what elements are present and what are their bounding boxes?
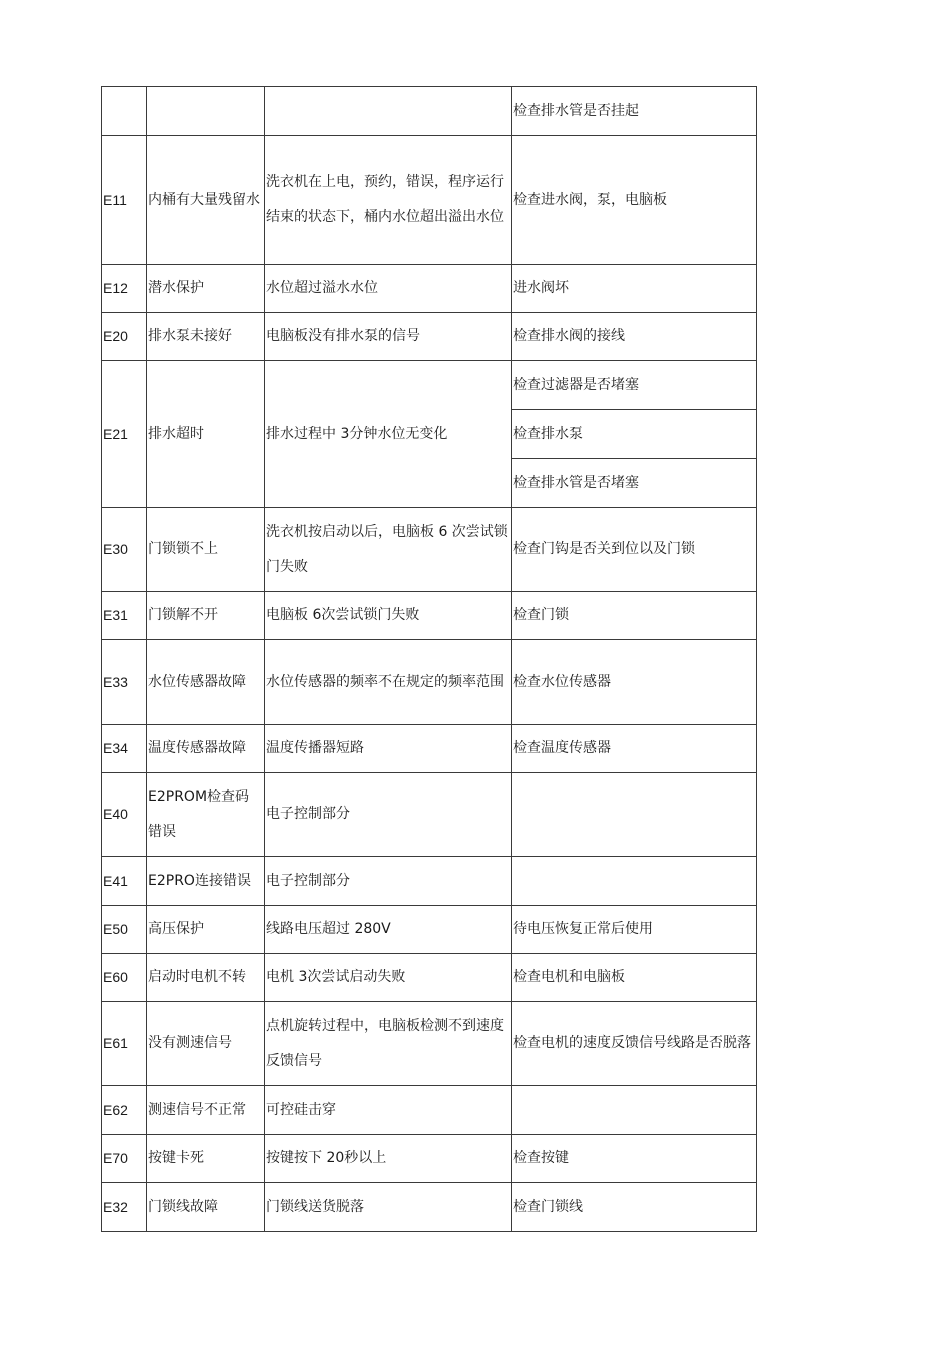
fault-action: 检查门钩是否关到位以及门锁 (512, 508, 757, 592)
fault-action: 检查排水泵 (512, 410, 757, 459)
table-row (102, 906, 757, 954)
fault-action (512, 773, 757, 857)
fault-description: 电子控制部分 (265, 857, 512, 906)
fault-action: 检查过滤器是否堵塞 (512, 361, 757, 410)
table-row (102, 1183, 757, 1232)
fault-code: E21 (102, 361, 147, 508)
fault-description: 水位传感器的频率不在规定的频率范围 (265, 640, 512, 725)
fault-symptom: 温度传感器故障 (147, 725, 265, 773)
fault-code: E32 (102, 1183, 147, 1232)
fault-description (265, 87, 512, 136)
fault-action: 检查温度传感器 (512, 725, 757, 773)
table-row (102, 640, 757, 725)
fault-symptom: 排水超时 (147, 361, 265, 508)
fault-code: E20 (102, 313, 147, 361)
fault-code: E33 (102, 640, 147, 725)
fault-action: 检查进水阀，泵，电脑板 (512, 136, 757, 265)
fault-description: 洗衣机按启动以后，电脑板 6 次尝试锁门失败 (265, 508, 512, 592)
table-row (102, 87, 757, 136)
fault-description: 可控硅击穿 (265, 1086, 512, 1135)
fault-action: 检查排水管是否挂起 (512, 87, 757, 136)
fault-description: 按键按下 20秒以上 (265, 1135, 512, 1183)
fault-table-body (102, 87, 757, 1232)
fault-action: 检查水位传感器 (512, 640, 757, 725)
fault-code: E40 (102, 773, 147, 857)
fault-action (512, 857, 757, 906)
fault-code: E12 (102, 265, 147, 313)
fault-description: 洗衣机在上电，预约，错误，程序运行结束的状态下，桶内水位超出溢出水位 (265, 136, 512, 265)
fault-symptom: E2PRO连接错误 (147, 857, 265, 906)
fault-description: 温度传播器短路 (265, 725, 512, 773)
fault-action: 检查排水管是否堵塞 (512, 459, 757, 508)
fault-code: E31 (102, 592, 147, 640)
fault-code (102, 87, 147, 136)
fault-description: 电脑板 6次尝试锁门失败 (265, 592, 512, 640)
fault-description: 水位超过溢水水位 (265, 265, 512, 313)
table-row (102, 1135, 757, 1183)
fault-code: E50 (102, 906, 147, 954)
fault-code: E62 (102, 1086, 147, 1135)
fault-code-table (101, 86, 757, 1232)
fault-description: 电脑板没有排水泵的信号 (265, 313, 512, 361)
fault-code: E30 (102, 508, 147, 592)
table-row (102, 313, 757, 361)
fault-action: 进水阀坏 (512, 265, 757, 313)
fault-description: 电机 3次尝试启动失败 (265, 954, 512, 1002)
fault-code: E70 (102, 1135, 147, 1183)
fault-symptom: 测速信号不正常 (147, 1086, 265, 1135)
fault-description: 点机旋转过程中，电脑板检测不到速度反馈信号 (265, 1002, 512, 1086)
fault-action: 检查排水阀的接线 (512, 313, 757, 361)
table-row (102, 592, 757, 640)
fault-code: E61 (102, 1002, 147, 1086)
fault-action (512, 1086, 757, 1135)
fault-action: 检查门锁 (512, 592, 757, 640)
fault-action: 检查电机和电脑板 (512, 954, 757, 1002)
fault-action: 检查电机的速度反馈信号线路是否脱落 (512, 1002, 757, 1086)
table-row (102, 136, 757, 265)
fault-description: 门锁线送货脱落 (265, 1183, 512, 1232)
fault-symptom: 内桶有大量残留水 (147, 136, 265, 265)
table-row (102, 265, 757, 313)
fault-symptom: 排水泵未接好 (147, 313, 265, 361)
fault-symptom: 按键卡死 (147, 1135, 265, 1183)
fault-symptom: 门锁锁不上 (147, 508, 265, 592)
table-row (102, 1086, 757, 1135)
fault-symptom (147, 87, 265, 136)
fault-symptom: 门锁解不开 (147, 592, 265, 640)
fault-symptom: 没有测速信号 (147, 1002, 265, 1086)
table-row (102, 1002, 757, 1086)
fault-action: 待电压恢复正常后使用 (512, 906, 757, 954)
fault-code: E34 (102, 725, 147, 773)
fault-symptom: E2PROM检查码错误 (147, 773, 265, 857)
fault-action: 检查按键 (512, 1135, 757, 1183)
fault-code: E41 (102, 857, 147, 906)
fault-description: 电子控制部分 (265, 773, 512, 857)
fault-symptom: 水位传感器故障 (147, 640, 265, 725)
fault-symptom: 启动时电机不转 (147, 954, 265, 1002)
table-row (102, 725, 757, 773)
table-row (102, 954, 757, 1002)
fault-symptom: 门锁线故障 (147, 1183, 265, 1232)
fault-symptom: 潜水保护 (147, 265, 265, 313)
table-row (102, 508, 757, 592)
fault-action: 检查门锁线 (512, 1183, 757, 1232)
fault-description: 线路电压超过 280V (265, 906, 512, 954)
fault-code: E60 (102, 954, 147, 1002)
fault-symptom: 高压保护 (147, 906, 265, 954)
fault-code: E11 (102, 136, 147, 265)
table-row (102, 361, 757, 410)
table-row (102, 773, 757, 857)
table-row (102, 857, 757, 906)
fault-description: 排水过程中 3分钟水位无变化 (265, 361, 512, 508)
